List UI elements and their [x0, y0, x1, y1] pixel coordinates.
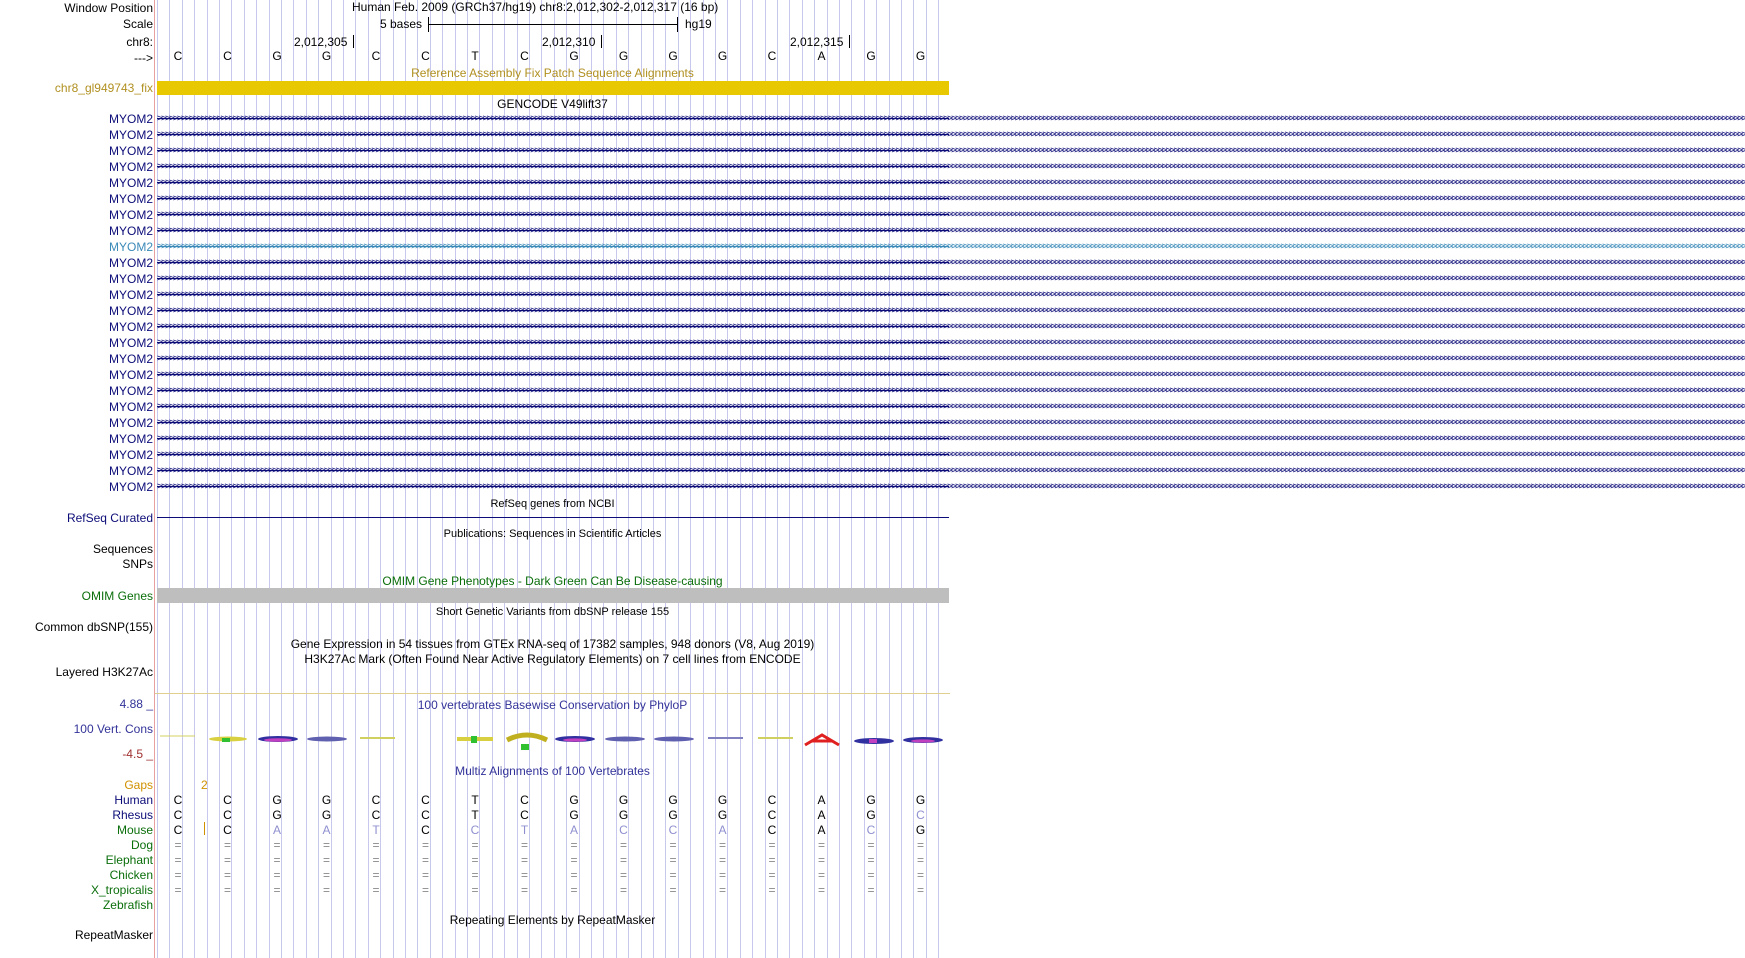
gencode-gene-feature[interactable] — [157, 272, 1745, 286]
aligned-base: G — [717, 793, 728, 807]
reference-base: G — [272, 49, 282, 63]
gencode-gene-label[interactable]: MYOM2 — [108, 240, 153, 254]
gencode-gene-label[interactable]: MYOM2 — [108, 160, 153, 174]
gencode-gene-label[interactable]: MYOM2 — [108, 256, 153, 270]
phylop-track-label[interactable]: 100 Vert. Cons — [73, 722, 153, 736]
aligned-base: = — [669, 868, 677, 882]
aligned-base: = — [223, 868, 231, 882]
phylop-mark-8b — [521, 744, 529, 750]
aligned-base: C — [173, 793, 183, 807]
layered-h3k27ac-label[interactable]: Layered H3K27Ac — [55, 665, 153, 679]
gencode-gene-label[interactable]: MYOM2 — [108, 192, 153, 206]
gencode-gene-feature[interactable] — [157, 416, 1745, 430]
gencode-gene-feature[interactable] — [157, 304, 1745, 318]
strand-arrows: >>>>>>>>>>>>>>>>>>>>>>>>>>>>>>>>>>>>>>>>>>>>>>>>>>>>>>>>>>>>>>>>>>>>>>>>>>>>>>>>>>>>>>>>>>>>>>>>>>>>>>>>>>>>>>>>>>>>>>>>>>>>>>>>>>>>>>>>>>>>>>>>>>>>>>>>>>>>>>>>>>>>>>>>>>>>>>>>>>>>>>>>>>>>>>>>>>>>>>>>>>>>>>>>>>>>>>>>>>>>>>>>>>>>>>>>>>>>>>>>>>>>>>>>>>>>>>>>>>>>>>>>>>>>>>>>>>>>>>>>>>>>>>>>>>>>>>>>>>>>>>>>>>>>>>>>>>>>>>>>>>>>>>>>>>>>>>>>>>>>>>>>>>>>>>>>>>>>>>>>>>>>>>>>>>>>>>>>>>>>>>>>>>>>>>>>>>>>>>>> — [157, 481, 1745, 492]
aligned-base: = — [471, 883, 479, 897]
aligned-base: A — [718, 823, 727, 837]
reference-base: C — [223, 49, 232, 63]
gencode-gene-feature[interactable] — [157, 384, 1745, 398]
aligned-base: = — [273, 868, 281, 882]
aligned-base: C — [421, 823, 430, 837]
phylop-track-title: 100 vertebrates Basewise Conservation by PhyloP — [417, 698, 688, 712]
aligned-base: = — [718, 868, 726, 882]
window-position-label: Window Position — [64, 1, 153, 15]
strand-arrows: >>>>>>>>>>>>>>>>>>>>>>>>>>>>>>>>>>>>>>>>>>>>>>>>>>>>>>>>>>>>>>>>>>>>>>>>>>>>>>>>>>>>>>>>>>>>>>>>>>>>>>>>>>>>>>>>>>>>>>>>>>>>>>>>>>>>>>>>>>>>>>>>>>>>>>>>>>>>>>>>>>>>>>>>>>>>>>>>>>>>>>>>>>>>>>>>>>>>>>>>>>>>>>>>>>>>>>>>>>>>>>>>>>>>>>>>>>>>>>>>>>>>>>>>>>>>>>>>>>>>>>>>>>>>>>>>>>>>>>>>>>>>>>>>>>>>>>>>>>>>>>>>>>>>>>>>>>>>>>>>>>>>>>>>>>>>>>>>>>>>>>>>>>>>>>>>>>>>>>>>>>>>>>>>>>>>>>>>>>>>>>>>>>>>>>>>>>>>>>>> — [157, 241, 1745, 252]
gencode-gene-label[interactable]: MYOM2 — [108, 416, 153, 430]
aligned-base: = — [322, 853, 330, 867]
aligned-base: C — [520, 808, 529, 822]
phylop-mark-16b — [911, 739, 935, 742]
strand-arrows: >>>>>>>>>>>>>>>>>>>>>>>>>>>>>>>>>>>>>>>>>>>>>>>>>>>>>>>>>>>>>>>>>>>>>>>>>>>>>>>>>>>>>>>>>>>>>>>>>>>>>>>>>>>>>>>>>>>>>>>>>>>>>>>>>>>>>>>>>>>>>>>>>>>>>>>>>>>>>>>>>>>>>>>>>>>>>>>>>>>>>>>>>>>>>>>>>>>>>>>>>>>>>>>>>>>>>>>>>>>>>>>>>>>>>>>>>>>>>>>>>>>>>>>>>>>>>>>>>>>>>>>>>>>>>>>>>>>>>>>>>>>>>>>>>>>>>>>>>>>>>>>>>>>>>>>>>>>>>>>>>>>>>>>>>>>>>>>>>>>>>>>>>>>>>>>>>>>>>>>>>>>>>>>>>>>>>>>>>>>>>>>>>>>>>>>>>>>>>>>> — [157, 385, 1745, 396]
gencode-gene-label[interactable]: MYOM2 — [108, 224, 153, 238]
aligned-base: C — [520, 793, 529, 807]
reference-base: G — [717, 49, 728, 63]
aligned-base: = — [520, 883, 528, 897]
phylop-mark-4 — [307, 737, 347, 742]
sequences-label[interactable]: Sequences — [92, 542, 153, 556]
gencode-gene-feature[interactable] — [157, 208, 1745, 222]
aligned-base: = — [273, 838, 281, 852]
refseq-gene-line[interactable] — [157, 517, 949, 518]
aligned-base: = — [669, 883, 677, 897]
strand-arrows: >>>>>>>>>>>>>>>>>>>>>>>>>>>>>>>>>>>>>>>>>>>>>>>>>>>>>>>>>>>>>>>>>>>>>>>>>>>>>>>>>>>>>>>>>>>>>>>>>>>>>>>>>>>>>>>>>>>>>>>>>>>>>>>>>>>>>>>>>>>>>>>>>>>>>>>>>>>>>>>>>>>>>>>>>>>>>>>>>>>>>>>>>>>>>>>>>>>>>>>>>>>>>>>>>>>>>>>>>>>>>>>>>>>>>>>>>>>>>>>>>>>>>>>>>>>>>>>>>>>>>>>>>>>>>>>>>>>>>>>>>>>>>>>>>>>>>>>>>>>>>>>>>>>>>>>>>>>>>>>>>>>>>>>>>>>>>>>>>>>>>>>>>>>>>>>>>>>>>>>>>>>>>>>>>>>>>>>>>>>>>>>>>>>>>>>>>>>>>>>> — [157, 257, 1745, 268]
aligned-base: = — [817, 883, 825, 897]
aligned-base: = — [520, 838, 528, 852]
phylop-mark-9b — [563, 738, 587, 741]
aligned-base: = — [421, 838, 429, 852]
aligned-base: = — [570, 883, 578, 897]
assembly-position-text: Human Feb. 2009 (GRCh37/hg19) chr8:2,012,302-2,012,317 (16 bp) — [352, 0, 719, 14]
reference-base: G — [618, 49, 629, 63]
aligned-base: A — [817, 823, 826, 837]
aligned-base: A — [569, 823, 578, 837]
species-label[interactable]: Chicken — [109, 868, 153, 882]
aligned-base: = — [619, 883, 627, 897]
strand-arrows: >>>>>>>>>>>>>>>>>>>>>>>>>>>>>>>>>>>>>>>>>>>>>>>>>>>>>>>>>>>>>>>>>>>>>>>>>>>>>>>>>>>>>>>>>>>>>>>>>>>>>>>>>>>>>>>>>>>>>>>>>>>>>>>>>>>>>>>>>>>>>>>>>>>>>>>>>>>>>>>>>>>>>>>>>>>>>>>>>>>>>>>>>>>>>>>>>>>>>>>>>>>>>>>>>>>>>>>>>>>>>>>>>>>>>>>>>>>>>>>>>>>>>>>>>>>>>>>>>>>>>>>>>>>>>>>>>>>>>>>>>>>>>>>>>>>>>>>>>>>>>>>>>>>>>>>>>>>>>>>>>>>>>>>>>>>>>>>>>>>>>>>>>>>>>>>>>>>>>>>>>>>>>>>>>>>>>>>>>>>>>>>>>>>>>>>>>>>>>>>> — [157, 417, 1745, 428]
aligned-base: = — [916, 883, 924, 897]
species-label[interactable]: Elephant — [105, 853, 153, 867]
common-dbsnp-label[interactable]: Common dbSNP(155) — [34, 620, 153, 634]
aligned-base: G — [618, 808, 629, 822]
aligned-base: C — [767, 823, 777, 837]
aligned-base: = — [619, 868, 627, 882]
omim-bar[interactable] — [157, 588, 949, 603]
aligned-base: = — [322, 838, 330, 852]
aligned-base: = — [372, 853, 380, 867]
phylop-min-label: -4.5 _ — [122, 747, 153, 761]
aligned-base: = — [867, 853, 875, 867]
phylop-mark-2b — [222, 738, 230, 742]
aligned-base: = — [520, 853, 528, 867]
aligned-base: = — [718, 838, 726, 852]
aligned-base: = — [570, 868, 578, 882]
gencode-gene-label[interactable]: MYOM2 — [108, 272, 153, 286]
multiz-track-title: Multiz Alignments of 100 Vertebrates — [455, 764, 650, 778]
aligned-base: = — [520, 868, 528, 882]
species-label[interactable]: Zebrafish — [102, 898, 153, 912]
fix-patch-label[interactable]: chr8_gl949743_fix — [54, 81, 153, 95]
reference-base: C — [520, 49, 529, 63]
aligned-base: G — [866, 808, 876, 822]
phylop-mark-7b — [471, 736, 477, 743]
aligned-base: = — [570, 853, 578, 867]
strand-arrows: >>>>>>>>>>>>>>>>>>>>>>>>>>>>>>>>>>>>>>>>>>>>>>>>>>>>>>>>>>>>>>>>>>>>>>>>>>>>>>>>>>>>>>>>>>>>>>>>>>>>>>>>>>>>>>>>>>>>>>>>>>>>>>>>>>>>>>>>>>>>>>>>>>>>>>>>>>>>>>>>>>>>>>>>>>>>>>>>>>>>>>>>>>>>>>>>>>>>>>>>>>>>>>>>>>>>>>>>>>>>>>>>>>>>>>>>>>>>>>>>>>>>>>>>>>>>>>>>>>>>>>>>>>>>>>>>>>>>>>>>>>>>>>>>>>>>>>>>>>>>>>>>>>>>>>>>>>>>>>>>>>>>>>>>>>>>>>>>>>>>>>>>>>>>>>>>>>>>>>>>>>>>>>>>>>>>>>>>>>>>>>>>>>>>>>>>>>>>>>>> — [157, 113, 1745, 124]
aligned-base: C — [173, 823, 183, 837]
gaps-label: Gaps — [124, 778, 153, 792]
aligned-base: G — [272, 808, 282, 822]
aligned-base: = — [619, 853, 627, 867]
aligned-base: C — [767, 808, 777, 822]
aligned-base: = — [916, 853, 924, 867]
strand-arrows: >>>>>>>>>>>>>>>>>>>>>>>>>>>>>>>>>>>>>>>>>>>>>>>>>>>>>>>>>>>>>>>>>>>>>>>>>>>>>>>>>>>>>>>>>>>>>>>>>>>>>>>>>>>>>>>>>>>>>>>>>>>>>>>>>>>>>>>>>>>>>>>>>>>>>>>>>>>>>>>>>>>>>>>>>>>>>>>>>>>>>>>>>>>>>>>>>>>>>>>>>>>>>>>>>>>>>>>>>>>>>>>>>>>>>>>>>>>>>>>>>>>>>>>>>>>>>>>>>>>>>>>>>>>>>>>>>>>>>>>>>>>>>>>>>>>>>>>>>>>>>>>>>>>>>>>>>>>>>>>>>>>>>>>>>>>>>>>>>>>>>>>>>>>>>>>>>>>>>>>>>>>>>>>>>>>>>>>>>>>>>>>>>>>>>>>>>>>>>>>> — [157, 273, 1745, 284]
aligned-base: C — [470, 823, 480, 837]
gencode-gene-feature[interactable] — [157, 480, 1745, 494]
aligned-base: = — [471, 838, 479, 852]
gencode-gene-feature[interactable] — [157, 352, 1745, 366]
scale-bar-right-tick — [677, 17, 678, 32]
gencode-gene-label[interactable]: MYOM2 — [108, 128, 153, 142]
phylop-logo[interactable] — [155, 728, 950, 756]
gencode-gene-feature[interactable] — [157, 448, 1745, 462]
aligned-base: C — [866, 823, 876, 837]
gencode-gene-label[interactable]: MYOM2 — [108, 384, 153, 398]
aligned-base: = — [174, 853, 182, 867]
species-label[interactable]: Human — [114, 793, 153, 807]
aligned-base: = — [322, 883, 330, 897]
aligned-base: G — [717, 808, 728, 822]
aligned-base: G — [321, 793, 332, 807]
phylop-mark-14 — [805, 735, 839, 745]
aligned-base: G — [569, 808, 579, 822]
strand-arrows: >>>>>>>>>>>>>>>>>>>>>>>>>>>>>>>>>>>>>>>>>>>>>>>>>>>>>>>>>>>>>>>>>>>>>>>>>>>>>>>>>>>>>>>>>>>>>>>>>>>>>>>>>>>>>>>>>>>>>>>>>>>>>>>>>>>>>>>>>>>>>>>>>>>>>>>>>>>>>>>>>>>>>>>>>>>>>>>>>>>>>>>>>>>>>>>>>>>>>>>>>>>>>>>>>>>>>>>>>>>>>>>>>>>>>>>>>>>>>>>>>>>>>>>>>>>>>>>>>>>>>>>>>>>>>>>>>>>>>>>>>>>>>>>>>>>>>>>>>>>>>>>>>>>>>>>>>>>>>>>>>>>>>>>>>>>>>>>>>>>>>>>>>>>>>>>>>>>>>>>>>>>>>>>>>>>>>>>>>>>>>>>>>>>>>>>>>>>>>>>> — [157, 449, 1745, 460]
label-separator — [154, 0, 155, 958]
phylop-mark-3b — [264, 738, 292, 742]
reference-base: G — [668, 49, 678, 63]
strand-arrows: >>>>>>>>>>>>>>>>>>>>>>>>>>>>>>>>>>>>>>>>>>>>>>>>>>>>>>>>>>>>>>>>>>>>>>>>>>>>>>>>>>>>>>>>>>>>>>>>>>>>>>>>>>>>>>>>>>>>>>>>>>>>>>>>>>>>>>>>>>>>>>>>>>>>>>>>>>>>>>>>>>>>>>>>>>>>>>>>>>>>>>>>>>>>>>>>>>>>>>>>>>>>>>>>>>>>>>>>>>>>>>>>>>>>>>>>>>>>>>>>>>>>>>>>>>>>>>>>>>>>>>>>>>>>>>>>>>>>>>>>>>>>>>>>>>>>>>>>>>>>>>>>>>>>>>>>>>>>>>>>>>>>>>>>>>>>>>>>>>>>>>>>>>>>>>>>>>>>>>>>>>>>>>>>>>>>>>>>>>>>>>>>>>>>>>>>>>>>>>>> — [157, 193, 1745, 204]
position-label-2: 2,012,310 — [542, 35, 596, 49]
gencode-gene-label[interactable]: MYOM2 — [108, 400, 153, 414]
gencode-gene-label[interactable]: MYOM2 — [108, 480, 153, 494]
aligned-base: = — [867, 868, 875, 882]
refseq-track-title: RefSeq genes from NCBI — [490, 498, 615, 510]
aligned-base: = — [867, 883, 875, 897]
aligned-base: C — [223, 808, 232, 822]
aligned-base: = — [421, 868, 429, 882]
gencode-gene-feature[interactable] — [157, 192, 1745, 206]
aligned-base: G — [668, 808, 678, 822]
gencode-gene-label[interactable]: MYOM2 — [108, 432, 153, 446]
fix-patch-track-title: Reference Assembly Fix Patch Sequence Alignments — [411, 66, 694, 80]
omim-label[interactable]: OMIM Genes — [81, 589, 153, 603]
gencode-gene-feature[interactable] — [157, 320, 1745, 334]
scale-bar-left-tick — [428, 17, 429, 32]
aligned-base: C — [421, 793, 430, 807]
scale-label: Scale — [122, 17, 153, 31]
repeatmasker-label[interactable]: RepeatMasker — [74, 928, 153, 942]
reference-base: G — [866, 49, 876, 63]
aligned-base: = — [273, 853, 281, 867]
gencode-gene-feature[interactable] — [157, 288, 1745, 302]
aligned-base: = — [867, 838, 875, 852]
phylop-mark-15b — [869, 739, 877, 743]
position-tick-3 — [849, 35, 850, 48]
dbsnp-track-title: Short Genetic Variants from dbSNP release 155 — [435, 606, 670, 618]
strand-arrows: >>>>>>>>>>>>>>>>>>>>>>>>>>>>>>>>>>>>>>>>>>>>>>>>>>>>>>>>>>>>>>>>>>>>>>>>>>>>>>>>>>>>>>>>>>>>>>>>>>>>>>>>>>>>>>>>>>>>>>>>>>>>>>>>>>>>>>>>>>>>>>>>>>>>>>>>>>>>>>>>>>>>>>>>>>>>>>>>>>>>>>>>>>>>>>>>>>>>>>>>>>>>>>>>>>>>>>>>>>>>>>>>>>>>>>>>>>>>>>>>>>>>>>>>>>>>>>>>>>>>>>>>>>>>>>>>>>>>>>>>>>>>>>>>>>>>>>>>>>>>>>>>>>>>>>>>>>>>>>>>>>>>>>>>>>>>>>>>>>>>>>>>>>>>>>>>>>>>>>>>>>>>>>>>>>>>>>>>>>>>>>>>>>>>>>>>>>>>>>>> — [157, 369, 1745, 380]
strand-arrows: >>>>>>>>>>>>>>>>>>>>>>>>>>>>>>>>>>>>>>>>>>>>>>>>>>>>>>>>>>>>>>>>>>>>>>>>>>>>>>>>>>>>>>>>>>>>>>>>>>>>>>>>>>>>>>>>>>>>>>>>>>>>>>>>>>>>>>>>>>>>>>>>>>>>>>>>>>>>>>>>>>>>>>>>>>>>>>>>>>>>>>>>>>>>>>>>>>>>>>>>>>>>>>>>>>>>>>>>>>>>>>>>>>>>>>>>>>>>>>>>>>>>>>>>>>>>>>>>>>>>>>>>>>>>>>>>>>>>>>>>>>>>>>>>>>>>>>>>>>>>>>>>>>>>>>>>>>>>>>>>>>>>>>>>>>>>>>>>>>>>>>>>>>>>>>>>>>>>>>>>>>>>>>>>>>>>>>>>>>>>>>>>>>>>>>>>>>>>>>>> — [157, 289, 1745, 300]
omim-track-title: OMIM Gene Phenotypes - Dark Green Can Be Disease-causing — [382, 574, 723, 588]
strand-arrows: >>>>>>>>>>>>>>>>>>>>>>>>>>>>>>>>>>>>>>>>>>>>>>>>>>>>>>>>>>>>>>>>>>>>>>>>>>>>>>>>>>>>>>>>>>>>>>>>>>>>>>>>>>>>>>>>>>>>>>>>>>>>>>>>>>>>>>>>>>>>>>>>>>>>>>>>>>>>>>>>>>>>>>>>>>>>>>>>>>>>>>>>>>>>>>>>>>>>>>>>>>>>>>>>>>>>>>>>>>>>>>>>>>>>>>>>>>>>>>>>>>>>>>>>>>>>>>>>>>>>>>>>>>>>>>>>>>>>>>>>>>>>>>>>>>>>>>>>>>>>>>>>>>>>>>>>>>>>>>>>>>>>>>>>>>>>>>>>>>>>>>>>>>>>>>>>>>>>>>>>>>>>>>>>>>>>>>>>>>>>>>>>>>>>>>>>>>>>>>>> — [157, 129, 1745, 140]
gencode-gene-label[interactable]: MYOM2 — [108, 368, 153, 382]
gencode-gene-label[interactable]: MYOM2 — [108, 288, 153, 302]
phylop-mark-10 — [605, 737, 645, 742]
aligned-base: C — [223, 793, 232, 807]
gencode-gene-feature[interactable] — [157, 144, 1745, 158]
aligned-base: = — [669, 838, 677, 852]
gencode-gene-feature[interactable] — [157, 176, 1745, 190]
aligned-base: = — [223, 883, 231, 897]
strand-arrows: >>>>>>>>>>>>>>>>>>>>>>>>>>>>>>>>>>>>>>>>>>>>>>>>>>>>>>>>>>>>>>>>>>>>>>>>>>>>>>>>>>>>>>>>>>>>>>>>>>>>>>>>>>>>>>>>>>>>>>>>>>>>>>>>>>>>>>>>>>>>>>>>>>>>>>>>>>>>>>>>>>>>>>>>>>>>>>>>>>>>>>>>>>>>>>>>>>>>>>>>>>>>>>>>>>>>>>>>>>>>>>>>>>>>>>>>>>>>>>>>>>>>>>>>>>>>>>>>>>>>>>>>>>>>>>>>>>>>>>>>>>>>>>>>>>>>>>>>>>>>>>>>>>>>>>>>>>>>>>>>>>>>>>>>>>>>>>>>>>>>>>>>>>>>>>>>>>>>>>>>>>>>>>>>>>>>>>>>>>>>>>>>>>>>>>>>>>>>>>>> — [157, 401, 1745, 412]
aligned-base: C — [371, 808, 381, 822]
aligned-base: = — [322, 868, 330, 882]
gencode-gene-label[interactable]: MYOM2 — [108, 352, 153, 366]
aligned-base: = — [768, 868, 776, 882]
aligned-base: = — [174, 883, 182, 897]
position-tick-2 — [601, 35, 602, 48]
strand-arrows: >>>>>>>>>>>>>>>>>>>>>>>>>>>>>>>>>>>>>>>>>>>>>>>>>>>>>>>>>>>>>>>>>>>>>>>>>>>>>>>>>>>>>>>>>>>>>>>>>>>>>>>>>>>>>>>>>>>>>>>>>>>>>>>>>>>>>>>>>>>>>>>>>>>>>>>>>>>>>>>>>>>>>>>>>>>>>>>>>>>>>>>>>>>>>>>>>>>>>>>>>>>>>>>>>>>>>>>>>>>>>>>>>>>>>>>>>>>>>>>>>>>>>>>>>>>>>>>>>>>>>>>>>>>>>>>>>>>>>>>>>>>>>>>>>>>>>>>>>>>>>>>>>>>>>>>>>>>>>>>>>>>>>>>>>>>>>>>>>>>>>>>>>>>>>>>>>>>>>>>>>>>>>>>>>>>>>>>>>>>>>>>>>>>>>>>>>>>>>>>> — [157, 433, 1745, 444]
species-label[interactable]: X_tropicalis — [90, 883, 153, 897]
reference-base: C — [767, 49, 777, 63]
species-label[interactable]: Dog — [130, 838, 153, 852]
gap-marker — [204, 822, 205, 835]
aligned-base: C — [421, 808, 430, 822]
reference-base: C — [371, 49, 381, 63]
aligned-base: = — [372, 838, 380, 852]
aligned-base: = — [669, 853, 677, 867]
aligned-base: = — [768, 853, 776, 867]
reference-base: G — [321, 49, 332, 63]
aligned-base: A — [817, 793, 826, 807]
aligned-base: G — [866, 793, 876, 807]
strand-arrows: >>>>>>>>>>>>>>>>>>>>>>>>>>>>>>>>>>>>>>>>>>>>>>>>>>>>>>>>>>>>>>>>>>>>>>>>>>>>>>>>>>>>>>>>>>>>>>>>>>>>>>>>>>>>>>>>>>>>>>>>>>>>>>>>>>>>>>>>>>>>>>>>>>>>>>>>>>>>>>>>>>>>>>>>>>>>>>>>>>>>>>>>>>>>>>>>>>>>>>>>>>>>>>>>>>>>>>>>>>>>>>>>>>>>>>>>>>>>>>>>>>>>>>>>>>>>>>>>>>>>>>>>>>>>>>>>>>>>>>>>>>>>>>>>>>>>>>>>>>>>>>>>>>>>>>>>>>>>>>>>>>>>>>>>>>>>>>>>>>>>>>>>>>>>>>>>>>>>>>>>>>>>>>>>>>>>>>>>>>>>>>>>>>>>>>>>>>>>>>>> — [157, 465, 1745, 476]
strand-arrows: >>>>>>>>>>>>>>>>>>>>>>>>>>>>>>>>>>>>>>>>>>>>>>>>>>>>>>>>>>>>>>>>>>>>>>>>>>>>>>>>>>>>>>>>>>>>>>>>>>>>>>>>>>>>>>>>>>>>>>>>>>>>>>>>>>>>>>>>>>>>>>>>>>>>>>>>>>>>>>>>>>>>>>>>>>>>>>>>>>>>>>>>>>>>>>>>>>>>>>>>>>>>>>>>>>>>>>>>>>>>>>>>>>>>>>>>>>>>>>>>>>>>>>>>>>>>>>>>>>>>>>>>>>>>>>>>>>>>>>>>>>>>>>>>>>>>>>>>>>>>>>>>>>>>>>>>>>>>>>>>>>>>>>>>>>>>>>>>>>>>>>>>>>>>>>>>>>>>>>>>>>>>>>>>>>>>>>>>>>>>>>>>>>>>>>>>>>>>>>>> — [157, 161, 1745, 172]
aligned-base: A — [272, 823, 281, 837]
aligned-base: G — [618, 793, 629, 807]
aligned-base: T — [372, 823, 380, 837]
gencode-gene-feature[interactable] — [157, 256, 1745, 270]
aligned-base: G — [569, 793, 579, 807]
scale-db: hg19 — [685, 17, 712, 31]
aligned-base: = — [273, 883, 281, 897]
phylop-max-label: 4.88 _ — [119, 697, 153, 711]
aligned-base: G — [321, 808, 332, 822]
aligned-base: C — [916, 808, 925, 822]
aligned-base: = — [916, 868, 924, 882]
aligned-base: T — [520, 823, 529, 837]
gencode-gene-feature[interactable] — [157, 128, 1745, 142]
species-label[interactable]: Mouse — [116, 823, 153, 837]
aligned-base: = — [372, 883, 380, 897]
aligned-base: = — [570, 838, 578, 852]
position-label-1: 2,012,305 — [294, 35, 348, 49]
strand-arrows: >>>>>>>>>>>>>>>>>>>>>>>>>>>>>>>>>>>>>>>>>>>>>>>>>>>>>>>>>>>>>>>>>>>>>>>>>>>>>>>>>>>>>>>>>>>>>>>>>>>>>>>>>>>>>>>>>>>>>>>>>>>>>>>>>>>>>>>>>>>>>>>>>>>>>>>>>>>>>>>>>>>>>>>>>>>>>>>>>>>>>>>>>>>>>>>>>>>>>>>>>>>>>>>>>>>>>>>>>>>>>>>>>>>>>>>>>>>>>>>>>>>>>>>>>>>>>>>>>>>>>>>>>>>>>>>>>>>>>>>>>>>>>>>>>>>>>>>>>>>>>>>>>>>>>>>>>>>>>>>>>>>>>>>>>>>>>>>>>>>>>>>>>>>>>>>>>>>>>>>>>>>>>>>>>>>>>>>>>>>>>>>>>>>>>>>>>>>>>>>> — [157, 353, 1745, 364]
reference-base: T — [471, 49, 479, 63]
gencode-gene-label[interactable]: MYOM2 — [108, 448, 153, 462]
aligned-base: = — [223, 853, 231, 867]
aligned-base: G — [668, 793, 678, 807]
gencode-gene-feature[interactable] — [157, 336, 1745, 350]
aligned-base: A — [817, 808, 826, 822]
gencode-gene-feature[interactable] — [157, 160, 1745, 174]
scale-text: 5 bases — [380, 17, 423, 31]
gencode-gene-label[interactable]: MYOM2 — [108, 176, 153, 190]
aligned-base: = — [916, 838, 924, 852]
gencode-gene-label[interactable]: MYOM2 — [108, 320, 153, 334]
strand-arrows: >>>>>>>>>>>>>>>>>>>>>>>>>>>>>>>>>>>>>>>>>>>>>>>>>>>>>>>>>>>>>>>>>>>>>>>>>>>>>>>>>>>>>>>>>>>>>>>>>>>>>>>>>>>>>>>>>>>>>>>>>>>>>>>>>>>>>>>>>>>>>>>>>>>>>>>>>>>>>>>>>>>>>>>>>>>>>>>>>>>>>>>>>>>>>>>>>>>>>>>>>>>>>>>>>>>>>>>>>>>>>>>>>>>>>>>>>>>>>>>>>>>>>>>>>>>>>>>>>>>>>>>>>>>>>>>>>>>>>>>>>>>>>>>>>>>>>>>>>>>>>>>>>>>>>>>>>>>>>>>>>>>>>>>>>>>>>>>>>>>>>>>>>>>>>>>>>>>>>>>>>>>>>>>>>>>>>>>>>>>>>>>>>>>>>>>>>>>>>>>> — [157, 337, 1745, 348]
gencode-gene-label[interactable]: MYOM2 — [108, 336, 153, 350]
publications-track-title: Publications: Sequences in Scientific Articles — [443, 528, 662, 540]
aligned-base: C — [619, 823, 628, 837]
gaps-count: 2 — [201, 778, 208, 792]
aligned-base: G — [915, 823, 926, 837]
aligned-base: C — [767, 793, 777, 807]
aligned-base: = — [174, 838, 182, 852]
aligned-base: = — [174, 868, 182, 882]
aligned-base: = — [619, 838, 627, 852]
h3k27ac-track-title: H3K27Ac Mark (Often Found Near Active Regulatory Elements) on 7 cell lines from ENCODE — [304, 652, 801, 666]
fix-patch-bar[interactable] — [157, 81, 949, 95]
strand-arrows: >>>>>>>>>>>>>>>>>>>>>>>>>>>>>>>>>>>>>>>>>>>>>>>>>>>>>>>>>>>>>>>>>>>>>>>>>>>>>>>>>>>>>>>>>>>>>>>>>>>>>>>>>>>>>>>>>>>>>>>>>>>>>>>>>>>>>>>>>>>>>>>>>>>>>>>>>>>>>>>>>>>>>>>>>>>>>>>>>>>>>>>>>>>>>>>>>>>>>>>>>>>>>>>>>>>>>>>>>>>>>>>>>>>>>>>>>>>>>>>>>>>>>>>>>>>>>>>>>>>>>>>>>>>>>>>>>>>>>>>>>>>>>>>>>>>>>>>>>>>>>>>>>>>>>>>>>>>>>>>>>>>>>>>>>>>>>>>>>>>>>>>>>>>>>>>>>>>>>>>>>>>>>>>>>>>>>>>>>>>>>>>>>>>>>>>>>>>>>>>> — [157, 225, 1745, 236]
gencode-gene-label[interactable]: MYOM2 — [108, 112, 153, 126]
aligned-base: T — [471, 808, 479, 822]
aligned-base: C — [371, 793, 381, 807]
aligned-base: = — [718, 883, 726, 897]
gencode-gene-feature[interactable] — [157, 464, 1745, 478]
aligned-base: = — [768, 838, 776, 852]
phylop-top-line — [155, 693, 950, 694]
strand-arrows: >>>>>>>>>>>>>>>>>>>>>>>>>>>>>>>>>>>>>>>>>>>>>>>>>>>>>>>>>>>>>>>>>>>>>>>>>>>>>>>>>>>>>>>>>>>>>>>>>>>>>>>>>>>>>>>>>>>>>>>>>>>>>>>>>>>>>>>>>>>>>>>>>>>>>>>>>>>>>>>>>>>>>>>>>>>>>>>>>>>>>>>>>>>>>>>>>>>>>>>>>>>>>>>>>>>>>>>>>>>>>>>>>>>>>>>>>>>>>>>>>>>>>>>>>>>>>>>>>>>>>>>>>>>>>>>>>>>>>>>>>>>>>>>>>>>>>>>>>>>>>>>>>>>>>>>>>>>>>>>>>>>>>>>>>>>>>>>>>>>>>>>>>>>>>>>>>>>>>>>>>>>>>>>>>>>>>>>>>>>>>>>>>>>>>>>>>>>>>>>> — [157, 321, 1745, 332]
gencode-gene-feature[interactable] — [157, 112, 1745, 126]
gencode-gene-feature[interactable] — [157, 224, 1745, 238]
phylop-mark-11 — [654, 737, 694, 742]
aligned-base: = — [768, 883, 776, 897]
chrom-label: chr8: — [126, 35, 153, 49]
refseq-label[interactable]: RefSeq Curated — [66, 511, 153, 525]
position-label-3: 2,012,315 — [790, 35, 844, 49]
gencode-gene-feature[interactable] — [157, 432, 1745, 446]
species-label[interactable]: Rhesus — [112, 808, 153, 822]
strand-arrows: >>>>>>>>>>>>>>>>>>>>>>>>>>>>>>>>>>>>>>>>>>>>>>>>>>>>>>>>>>>>>>>>>>>>>>>>>>>>>>>>>>>>>>>>>>>>>>>>>>>>>>>>>>>>>>>>>>>>>>>>>>>>>>>>>>>>>>>>>>>>>>>>>>>>>>>>>>>>>>>>>>>>>>>>>>>>>>>>>>>>>>>>>>>>>>>>>>>>>>>>>>>>>>>>>>>>>>>>>>>>>>>>>>>>>>>>>>>>>>>>>>>>>>>>>>>>>>>>>>>>>>>>>>>>>>>>>>>>>>>>>>>>>>>>>>>>>>>>>>>>>>>>>>>>>>>>>>>>>>>>>>>>>>>>>>>>>>>>>>>>>>>>>>>>>>>>>>>>>>>>>>>>>>>>>>>>>>>>>>>>>>>>>>>>>>>>>>>>>>>> — [157, 145, 1745, 156]
gencode-gene-feature[interactable] — [157, 240, 1745, 254]
gencode-gene-label[interactable]: MYOM2 — [108, 208, 153, 222]
reference-base: A — [817, 49, 826, 63]
gencode-gene-feature[interactable] — [157, 400, 1745, 414]
reference-base: C — [173, 49, 183, 63]
gencode-gene-label[interactable]: MYOM2 — [108, 464, 153, 478]
gtex-track-title: Gene Expression in 54 tissues from GTEx RNA-seq of 17382 samples, 948 donors (V8, Aug 2019) — [290, 637, 815, 651]
aligned-base: = — [817, 868, 825, 882]
snps-label[interactable]: SNPs — [122, 557, 153, 571]
position-tick-1 — [353, 35, 354, 48]
gencode-track-title: GENCODE V49lift37 — [497, 97, 608, 111]
aligned-base: = — [718, 853, 726, 867]
strand-arrows: >>>>>>>>>>>>>>>>>>>>>>>>>>>>>>>>>>>>>>>>>>>>>>>>>>>>>>>>>>>>>>>>>>>>>>>>>>>>>>>>>>>>>>>>>>>>>>>>>>>>>>>>>>>>>>>>>>>>>>>>>>>>>>>>>>>>>>>>>>>>>>>>>>>>>>>>>>>>>>>>>>>>>>>>>>>>>>>>>>>>>>>>>>>>>>>>>>>>>>>>>>>>>>>>>>>>>>>>>>>>>>>>>>>>>>>>>>>>>>>>>>>>>>>>>>>>>>>>>>>>>>>>>>>>>>>>>>>>>>>>>>>>>>>>>>>>>>>>>>>>>>>>>>>>>>>>>>>>>>>>>>>>>>>>>>>>>>>>>>>>>>>>>>>>>>>>>>>>>>>>>>>>>>>>>>>>>>>>>>>>>>>>>>>>>>>>>>>>>>>> — [157, 177, 1745, 188]
gencode-gene-feature[interactable] — [157, 368, 1745, 382]
aligned-base: = — [421, 883, 429, 897]
aligned-base: A — [322, 823, 331, 837]
aligned-base: = — [372, 868, 380, 882]
aligned-base: = — [817, 838, 825, 852]
reference-base: G — [915, 49, 926, 63]
aligned-base: C — [668, 823, 678, 837]
gencode-gene-label[interactable]: MYOM2 — [108, 144, 153, 158]
strand-arrows: >>>>>>>>>>>>>>>>>>>>>>>>>>>>>>>>>>>>>>>>>>>>>>>>>>>>>>>>>>>>>>>>>>>>>>>>>>>>>>>>>>>>>>>>>>>>>>>>>>>>>>>>>>>>>>>>>>>>>>>>>>>>>>>>>>>>>>>>>>>>>>>>>>>>>>>>>>>>>>>>>>>>>>>>>>>>>>>>>>>>>>>>>>>>>>>>>>>>>>>>>>>>>>>>>>>>>>>>>>>>>>>>>>>>>>>>>>>>>>>>>>>>>>>>>>>>>>>>>>>>>>>>>>>>>>>>>>>>>>>>>>>>>>>>>>>>>>>>>>>>>>>>>>>>>>>>>>>>>>>>>>>>>>>>>>>>>>>>>>>>>>>>>>>>>>>>>>>>>>>>>>>>>>>>>>>>>>>>>>>>>>>>>>>>>>>>>>>>>>>> — [157, 209, 1745, 220]
aligned-base: G — [272, 793, 282, 807]
strand-label: ---> — [134, 51, 153, 65]
aligned-base: G — [915, 793, 926, 807]
scale-bar — [428, 24, 678, 25]
repeatmasker-track-title: Repeating Elements by RepeatMasker — [449, 913, 656, 927]
aligned-base: = — [471, 853, 479, 867]
aligned-base: = — [817, 853, 825, 867]
aligned-base: = — [471, 868, 479, 882]
reference-base: C — [421, 49, 430, 63]
strand-arrows: >>>>>>>>>>>>>>>>>>>>>>>>>>>>>>>>>>>>>>>>>>>>>>>>>>>>>>>>>>>>>>>>>>>>>>>>>>>>>>>>>>>>>>>>>>>>>>>>>>>>>>>>>>>>>>>>>>>>>>>>>>>>>>>>>>>>>>>>>>>>>>>>>>>>>>>>>>>>>>>>>>>>>>>>>>>>>>>>>>>>>>>>>>>>>>>>>>>>>>>>>>>>>>>>>>>>>>>>>>>>>>>>>>>>>>>>>>>>>>>>>>>>>>>>>>>>>>>>>>>>>>>>>>>>>>>>>>>>>>>>>>>>>>>>>>>>>>>>>>>>>>>>>>>>>>>>>>>>>>>>>>>>>>>>>>>>>>>>>>>>>>>>>>>>>>>>>>>>>>>>>>>>>>>>>>>>>>>>>>>>>>>>>>>>>>>>>>>>>>>> — [157, 305, 1745, 316]
aligned-base: C — [223, 823, 232, 837]
aligned-base: = — [223, 838, 231, 852]
gencode-gene-label[interactable]: MYOM2 — [108, 304, 153, 318]
aligned-base: C — [173, 808, 183, 822]
phylop-mark-8 — [507, 735, 547, 740]
aligned-base: T — [471, 793, 479, 807]
reference-base: G — [569, 49, 579, 63]
aligned-base: = — [421, 853, 429, 867]
